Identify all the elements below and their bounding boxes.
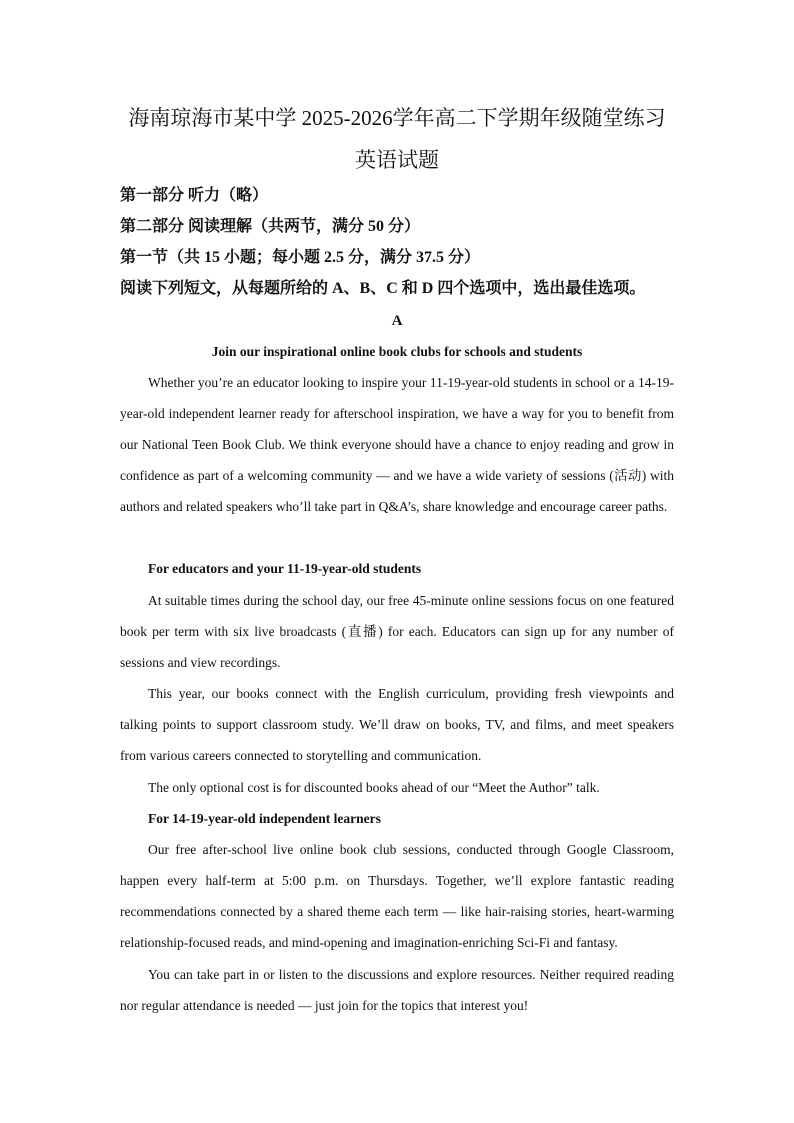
paragraph-learners-sessions: Our free after-school live online book club sessions, conducted through Google Classroom, happen every half-term at 5:00 p.m. on Thursdays. Together, we’ll explore fantastic reading recommendations connected by a shared theme each term — like hair-raising stories, heart-warming relationship-focused reads, and mind-opening and imagination-enriching Sci-Fi and fantasy. (120, 842, 674, 950)
section-one-heading: 第一节（共 15 小题；每小题 2.5 分，满分 37.5 分） (120, 249, 481, 266)
part-one-heading: 第一部分 听力（略） (120, 187, 269, 204)
part-two-heading: 第二部分 阅读理解（共两节，满分 50 分） (120, 218, 421, 235)
subheading-independent-learners: For 14-19-year-old independent learners (148, 811, 381, 826)
paragraph-learners-participation: You can take part in or listen to the discussions and explore resources. Neither required reading nor regular attendance is needed — just join for the topics that interest you! (120, 967, 674, 1013)
passage-letter: A (391, 313, 403, 329)
passage-title: Join our inspirational online book clubs for schools and students (211, 344, 583, 359)
page-title: 海南琼海市某中学 2025-2026学年高二下学期年级随堂练习 (128, 106, 666, 130)
paragraph-educators-curriculum: This year, our books connect with the English curriculum, providing fresh viewpoints and talking points to support classroom study. We’ll draw on books, TV, and films, and meet speakers from various careers connected to storytelling and communication. (120, 686, 674, 763)
paragraph-optional-cost: The only optional cost is for discounted books ahead of our “Meet the Author” talk. (148, 780, 600, 795)
paragraph-intro: Whether you’re an educator looking to inspire your 11-19-year-old students in school or a 14-19-year-old independent learner ready for afterschool inspiration, we have a way for you to benefit from our National Teen Book Club. We think everyone should have a chance to enjoy reading and grow in confidence as part of a welcoming community — and we have a wide variety of sessions (活动) with authors and related speakers who’ll take part in Q&A’s, share knowledge and encourage career paths. (120, 375, 674, 514)
paragraph-educators-sessions: At suitable times during the school day, our free 45-minute online sessions focus on one featured book per term with six live broadcasts (直播) for each. Educators can sign up for any number of sessions and view recordings. (120, 593, 674, 670)
subheading-educators: For educators and your 11-19-year-old students (148, 561, 422, 576)
instruction-text: 阅读下列短文，从每题所给的 A、B、C 和 D 四个选项中，选出最佳选项。 (120, 280, 646, 297)
page-subtitle: 英语试题 (355, 148, 439, 172)
